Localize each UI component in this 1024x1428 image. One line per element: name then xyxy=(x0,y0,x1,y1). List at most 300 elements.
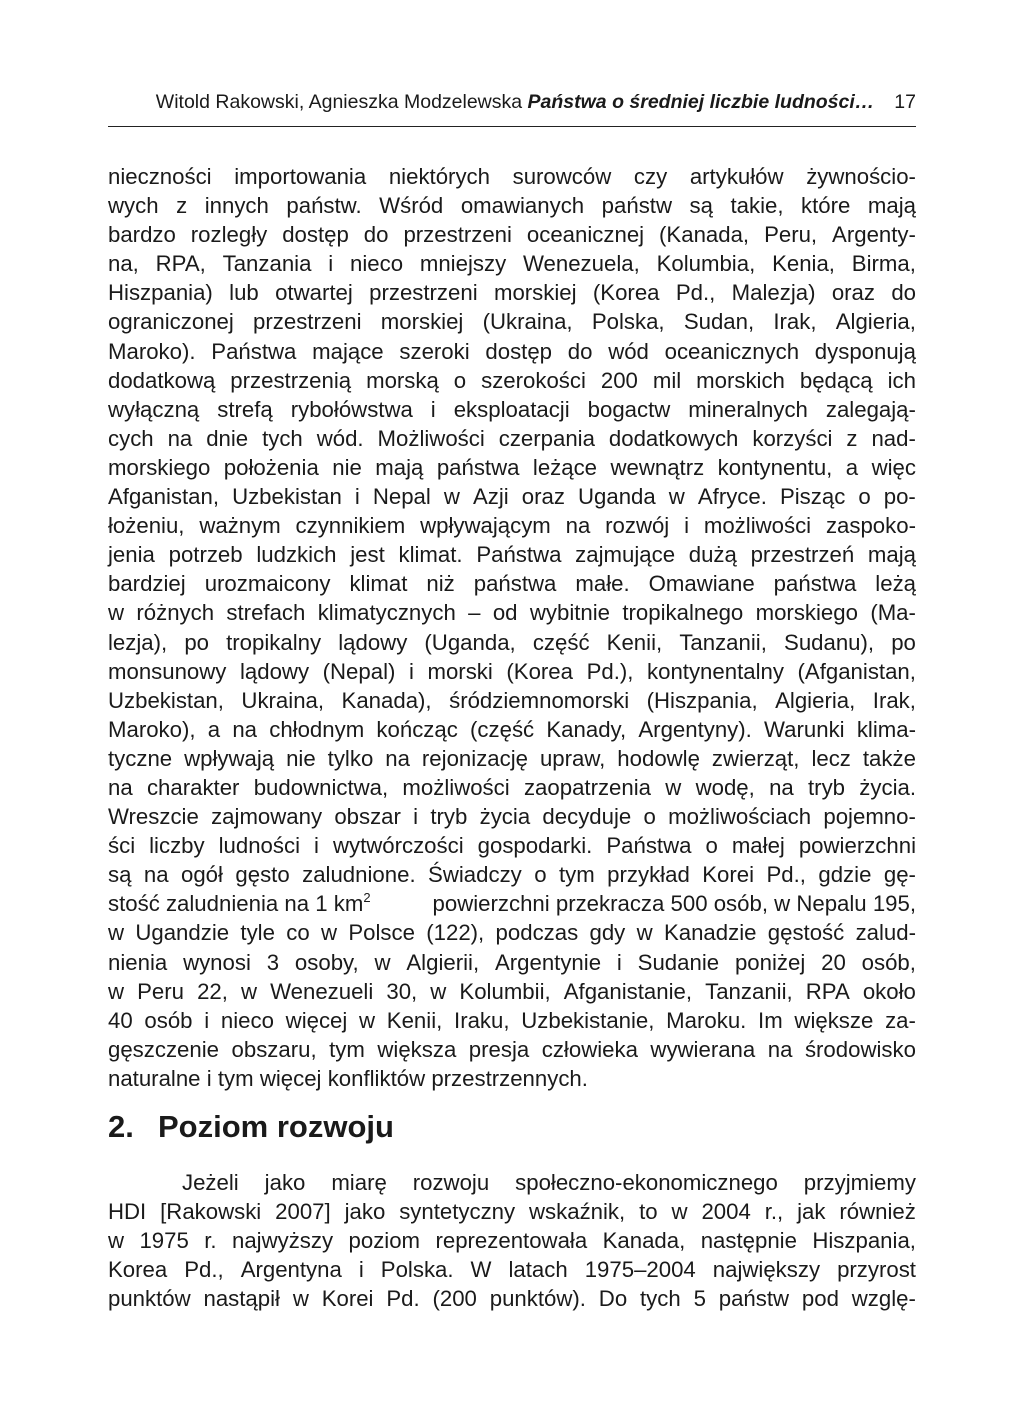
word: Kanady, xyxy=(546,716,627,742)
text-segment: powierzchni przekracza 500 osób, w Nepalu 195, xyxy=(432,891,916,917)
word: żywnościo- xyxy=(806,164,916,189)
word: upraw, xyxy=(539,745,606,771)
text-line xyxy=(108,860,916,889)
word: tryb xyxy=(808,774,846,800)
word: przyjmiemy xyxy=(803,1170,916,1195)
word: Pd., xyxy=(675,280,716,306)
word: o xyxy=(705,833,718,859)
word: strefach xyxy=(226,600,306,626)
text-line xyxy=(108,686,916,715)
word: wodę, xyxy=(695,774,755,800)
word: i xyxy=(328,251,334,277)
word: 30, xyxy=(386,978,418,1004)
word: państw. xyxy=(286,193,362,219)
word: (część xyxy=(470,716,535,742)
word: Do xyxy=(598,1286,628,1312)
word: które xyxy=(801,193,851,219)
word: przestrzeni xyxy=(369,280,478,306)
word: o xyxy=(453,367,467,393)
word: będącą xyxy=(799,367,873,393)
word: ograniczonej xyxy=(108,309,234,335)
word: zwierząt, xyxy=(711,745,800,771)
word: liczby xyxy=(149,833,205,859)
word: potrzeb xyxy=(168,542,243,568)
word: Uzbekistan xyxy=(232,484,342,510)
word: i xyxy=(206,1065,212,1091)
word: jest xyxy=(350,542,385,568)
word: gęszczenie xyxy=(108,1036,220,1062)
word: zaspoko- xyxy=(825,513,916,539)
word: i xyxy=(354,484,360,510)
word: wód xyxy=(608,338,649,364)
word: wych xyxy=(108,193,159,219)
word: Korea xyxy=(108,1257,168,1283)
word: Tanzania xyxy=(222,251,312,277)
word: i xyxy=(684,513,690,539)
word: cych xyxy=(108,425,154,451)
word: do xyxy=(363,222,389,248)
word: państwa xyxy=(436,454,520,480)
word: wybitnie xyxy=(529,600,611,626)
word: nieczności xyxy=(108,164,212,189)
word: człowieka xyxy=(541,1036,638,1062)
word: Peru xyxy=(137,978,184,1004)
word: lecz xyxy=(811,745,851,771)
word: morskiej xyxy=(493,280,577,306)
word: Polska. xyxy=(380,1257,454,1283)
word: tropikalny xyxy=(226,629,322,655)
word: z xyxy=(176,193,188,219)
word: Birma, xyxy=(851,251,916,277)
word: dodatkowych xyxy=(608,425,739,451)
word: pojemno- xyxy=(823,804,916,830)
word: w xyxy=(359,1007,376,1033)
text-segment: stość zaludnienia na 1 $km^2$ xyxy=(108,890,371,917)
word: Państwa xyxy=(476,542,562,568)
word: Malezja) xyxy=(731,280,816,306)
word: Hiszpania) xyxy=(108,280,213,306)
word: gdzie xyxy=(818,862,872,888)
word: kontynentu, xyxy=(717,454,833,480)
word: Pisząc xyxy=(779,484,846,510)
word: importowania xyxy=(234,164,367,189)
word: wskaźnik, xyxy=(529,1199,626,1225)
word: monsunowy xyxy=(108,658,227,684)
word: 22, xyxy=(197,978,228,1004)
word: szeroki xyxy=(399,338,470,364)
word: oraz xyxy=(521,484,565,510)
word: Sudan, xyxy=(683,309,755,335)
word: Uzbekistanie, xyxy=(521,1007,655,1033)
word: państwa xyxy=(473,571,557,597)
word: na xyxy=(565,513,591,539)
word: w xyxy=(668,484,685,510)
word: przestrzennych. xyxy=(431,1065,588,1091)
word: małe. xyxy=(575,571,630,597)
word: Kanada, xyxy=(602,1228,686,1254)
word: o xyxy=(643,804,656,830)
word: najwyższy xyxy=(231,1228,334,1254)
word: Argentyny). xyxy=(638,716,752,742)
word: gospodarki. xyxy=(477,833,593,859)
text-line xyxy=(108,424,916,453)
text-line xyxy=(108,278,916,307)
word: możliwości xyxy=(402,774,510,800)
word: mają xyxy=(867,542,916,568)
word: Kolumbia, xyxy=(656,251,756,277)
word: rozwoju xyxy=(412,1170,490,1195)
word: wpływają xyxy=(184,745,275,771)
word: hodowlę xyxy=(617,745,700,771)
word: Algieria, xyxy=(775,687,856,713)
word: niektórych xyxy=(388,164,490,189)
paragraph-2 xyxy=(108,1168,916,1313)
word: gęstość xyxy=(767,920,845,946)
word: ważnym xyxy=(199,513,281,539)
word: zajmowany xyxy=(211,804,323,830)
word: lezja), xyxy=(108,629,168,655)
word: tylko xyxy=(327,745,374,771)
word: Maroko). xyxy=(108,338,196,364)
word: na xyxy=(108,774,133,800)
word: Wreszcie xyxy=(108,804,199,830)
word: (Korea xyxy=(506,658,573,684)
word: nie xyxy=(332,454,362,480)
word: w xyxy=(108,1228,125,1254)
word: dużą xyxy=(688,542,737,568)
text-line xyxy=(108,249,916,278)
word: (Ukraina, xyxy=(482,309,573,335)
word: a xyxy=(207,716,221,742)
word: 3 xyxy=(266,949,280,975)
word: Kenii, xyxy=(386,1007,443,1033)
word: ich xyxy=(887,367,916,393)
word: (Hiszpania, xyxy=(646,687,758,713)
word: ści xyxy=(108,833,136,859)
word: (122), xyxy=(426,920,485,946)
text-line xyxy=(108,1255,916,1284)
word: co xyxy=(286,920,310,946)
word: o xyxy=(858,484,871,510)
word: wynosi xyxy=(183,949,251,975)
text-line xyxy=(108,395,916,424)
text-line xyxy=(108,162,916,191)
word: rozległy xyxy=(190,222,268,248)
word: (Korea xyxy=(592,280,660,306)
word: Im xyxy=(758,1007,783,1033)
text-line xyxy=(108,948,916,977)
word: morskiej xyxy=(380,309,464,335)
word: w xyxy=(108,920,125,946)
word: i xyxy=(358,1257,364,1283)
word: r. xyxy=(204,1228,217,1254)
word: Irak, xyxy=(773,309,817,335)
word: przestrzeń xyxy=(750,542,855,568)
word: czerpania xyxy=(498,425,595,451)
word: gdy xyxy=(589,920,626,946)
word: Irak, xyxy=(872,687,916,713)
word: podczas xyxy=(495,920,579,946)
word: 200 xyxy=(600,367,638,393)
word: przestrzeni xyxy=(253,309,362,335)
word: 1975–2004 xyxy=(584,1257,696,1283)
word: i xyxy=(314,833,319,859)
section-title: Poziom rozwoju xyxy=(158,1109,394,1144)
text-line xyxy=(108,569,916,598)
word: gę- xyxy=(883,862,916,888)
word: środowisko xyxy=(804,1036,916,1062)
word: dysponują xyxy=(814,338,916,364)
word: do xyxy=(891,280,916,306)
word: lub xyxy=(229,280,259,306)
word: w xyxy=(108,600,125,626)
word: lądowy xyxy=(338,629,408,655)
word: (Afganistan, xyxy=(797,658,916,684)
word: Azji xyxy=(472,484,509,510)
word: tropikalnego xyxy=(622,600,744,626)
word: więcej xyxy=(259,1065,322,1091)
paragraph-1 xyxy=(108,162,916,1093)
word: mineralnych xyxy=(688,396,808,422)
word: zajmujące xyxy=(575,542,676,568)
word: Ugandzie xyxy=(135,920,230,946)
text-line xyxy=(108,802,916,831)
word: morskiego xyxy=(755,600,858,626)
word: przykład xyxy=(607,862,690,888)
word: tych xyxy=(262,425,303,451)
word: dostęp xyxy=(485,338,553,364)
word: to xyxy=(639,1199,658,1225)
word: klimat xyxy=(349,571,408,597)
word: lądowy xyxy=(239,658,310,684)
word: obszar xyxy=(334,804,401,830)
word: wywierana xyxy=(650,1036,756,1062)
word: w xyxy=(374,949,391,975)
word: Uganda xyxy=(578,484,656,510)
word: artykułów xyxy=(689,164,784,189)
word: klimat. xyxy=(398,542,463,568)
word: na, xyxy=(108,251,139,277)
word: od xyxy=(492,600,518,626)
word: Kenii, xyxy=(606,629,663,655)
word: większe xyxy=(794,1007,874,1033)
word: leżą xyxy=(875,571,916,597)
word: w xyxy=(240,978,258,1004)
text-line xyxy=(108,540,916,569)
word: w xyxy=(671,1199,688,1225)
word: zalegają- xyxy=(825,396,916,422)
word: poniżej xyxy=(734,949,806,975)
word: Polska, xyxy=(591,309,665,335)
text-line xyxy=(108,453,916,482)
text-line xyxy=(108,1006,916,1035)
text-line xyxy=(108,337,916,366)
word: mają xyxy=(867,193,916,219)
word: Algierii, xyxy=(406,949,480,975)
word: życia. xyxy=(859,774,916,800)
word: łożeniu, xyxy=(108,513,185,539)
word: przyrost xyxy=(837,1257,916,1283)
word: mają xyxy=(375,454,424,480)
word: i xyxy=(413,804,419,830)
word: na xyxy=(769,774,794,800)
word: (Nepal) xyxy=(322,658,396,684)
word: za- xyxy=(885,1007,916,1033)
word: strefą xyxy=(217,396,273,422)
word: kończąc xyxy=(376,716,458,742)
word: Argentynie xyxy=(494,949,602,975)
word: Pd.), xyxy=(586,658,634,684)
word: i xyxy=(408,658,414,684)
text-line xyxy=(108,744,916,773)
word: osób xyxy=(144,1007,193,1033)
word: Jeżeli xyxy=(182,1170,239,1195)
text-line xyxy=(108,191,916,220)
word: tym xyxy=(329,1036,365,1062)
word: Afryce. xyxy=(697,484,767,510)
word: i xyxy=(204,1007,210,1033)
word: korzyści xyxy=(752,425,833,451)
word: niż xyxy=(426,571,455,597)
text-line xyxy=(108,1197,916,1226)
word: około xyxy=(862,978,916,1004)
word: jak xyxy=(797,1199,826,1225)
word: rybołówstwa xyxy=(290,396,413,422)
word: leżące xyxy=(532,454,598,480)
word: ludności xyxy=(218,833,301,859)
word: morski xyxy=(427,658,493,684)
word: morską xyxy=(366,367,439,393)
word: rozwój xyxy=(605,513,670,539)
word: mające xyxy=(312,338,384,364)
word: zaopatrzenia xyxy=(523,774,652,800)
word: wpływającym xyxy=(420,513,551,539)
text-line xyxy=(108,511,916,540)
word: urozmaicony xyxy=(204,571,331,597)
word: wyłączną xyxy=(108,396,200,422)
word: ogół xyxy=(181,862,223,888)
word: presja xyxy=(468,1036,530,1062)
word: Pd. xyxy=(386,1286,420,1312)
word: dodatkową xyxy=(108,367,216,393)
text-line xyxy=(108,773,916,802)
text-line xyxy=(108,1064,916,1093)
word: oceanicznej xyxy=(526,222,645,248)
word: Możliwości xyxy=(377,425,485,451)
text-line-with-superscript xyxy=(108,889,916,918)
word: w xyxy=(292,1286,309,1312)
word: Państwa xyxy=(606,833,692,859)
word: eksploatacji xyxy=(453,396,570,422)
text-line xyxy=(108,220,916,249)
word: innych xyxy=(204,193,269,219)
word: tych xyxy=(640,1286,681,1312)
word: Polsce xyxy=(348,920,415,946)
word: tym xyxy=(217,1065,254,1091)
word: nieco xyxy=(220,1007,274,1033)
word: państwa xyxy=(773,571,857,597)
header-rule xyxy=(108,126,916,127)
word: punktów). xyxy=(489,1286,586,1312)
word: nienia xyxy=(108,949,168,975)
word: jako xyxy=(344,1199,386,1225)
word: RPA xyxy=(805,978,850,1004)
word: Pd., xyxy=(766,862,806,888)
word: możliwości xyxy=(703,513,812,539)
word: Wenezuela, xyxy=(522,251,640,277)
text-line xyxy=(108,598,916,627)
word: z xyxy=(846,425,858,451)
word: wewnątrz xyxy=(610,454,705,480)
word: 20 xyxy=(821,949,846,975)
word: jako xyxy=(264,1170,306,1195)
word: państw xyxy=(718,1286,790,1312)
word: ludzkich xyxy=(256,542,337,568)
text-line xyxy=(108,628,916,657)
word: pod xyxy=(801,1286,839,1312)
word: tym xyxy=(558,862,595,888)
word: przestrzeni xyxy=(403,222,512,248)
word: bogactw xyxy=(587,396,671,422)
word: jenia xyxy=(108,542,155,568)
word: zaludnione. xyxy=(302,862,416,888)
word: Argenty- xyxy=(832,222,916,248)
word: Ukraina, xyxy=(241,687,325,713)
word: obszaru, xyxy=(231,1036,317,1062)
word: osób, xyxy=(861,949,916,975)
word: poziom xyxy=(348,1228,421,1254)
word: większa xyxy=(377,1036,457,1062)
word: nie xyxy=(286,745,316,771)
word: miarę xyxy=(331,1170,387,1195)
word: Kanadzie xyxy=(663,920,757,946)
word: bardziej xyxy=(108,571,186,597)
word: Hiszpania, xyxy=(812,1228,916,1254)
word: rejonizację xyxy=(421,745,528,771)
word: państw xyxy=(601,193,672,219)
word: – xyxy=(468,600,481,626)
word: i xyxy=(430,396,436,422)
word: życia xyxy=(479,804,531,830)
word: na xyxy=(385,745,410,771)
word: oceanicznych xyxy=(664,338,800,364)
word: Pd., xyxy=(184,1257,224,1283)
word: na xyxy=(767,1036,793,1062)
word: Warunki xyxy=(764,716,845,742)
word: charakter xyxy=(146,774,240,800)
header-authors: Witold Rakowski, Agnieszka Modzelewska xyxy=(155,91,528,113)
word: również xyxy=(839,1199,916,1225)
word: Tanzanii, xyxy=(679,629,767,655)
word: Nepal xyxy=(372,484,431,510)
word: na xyxy=(232,716,258,742)
word: Wenezueli xyxy=(270,978,374,1004)
word: mil xyxy=(652,367,682,393)
word: nastąpił xyxy=(203,1286,280,1312)
word: Tanzanii, xyxy=(705,978,793,1004)
word: także xyxy=(862,745,916,771)
word: kontynentalny xyxy=(647,658,784,684)
word: bardzo xyxy=(108,222,176,248)
word: morskich xyxy=(696,367,785,393)
word: osoby, xyxy=(294,949,359,975)
word: są xyxy=(689,193,713,219)
word: tryb xyxy=(430,804,468,830)
word: mniejszy xyxy=(419,251,507,277)
word: po xyxy=(184,629,209,655)
word: takie, xyxy=(730,193,784,219)
word: nad- xyxy=(871,425,916,451)
